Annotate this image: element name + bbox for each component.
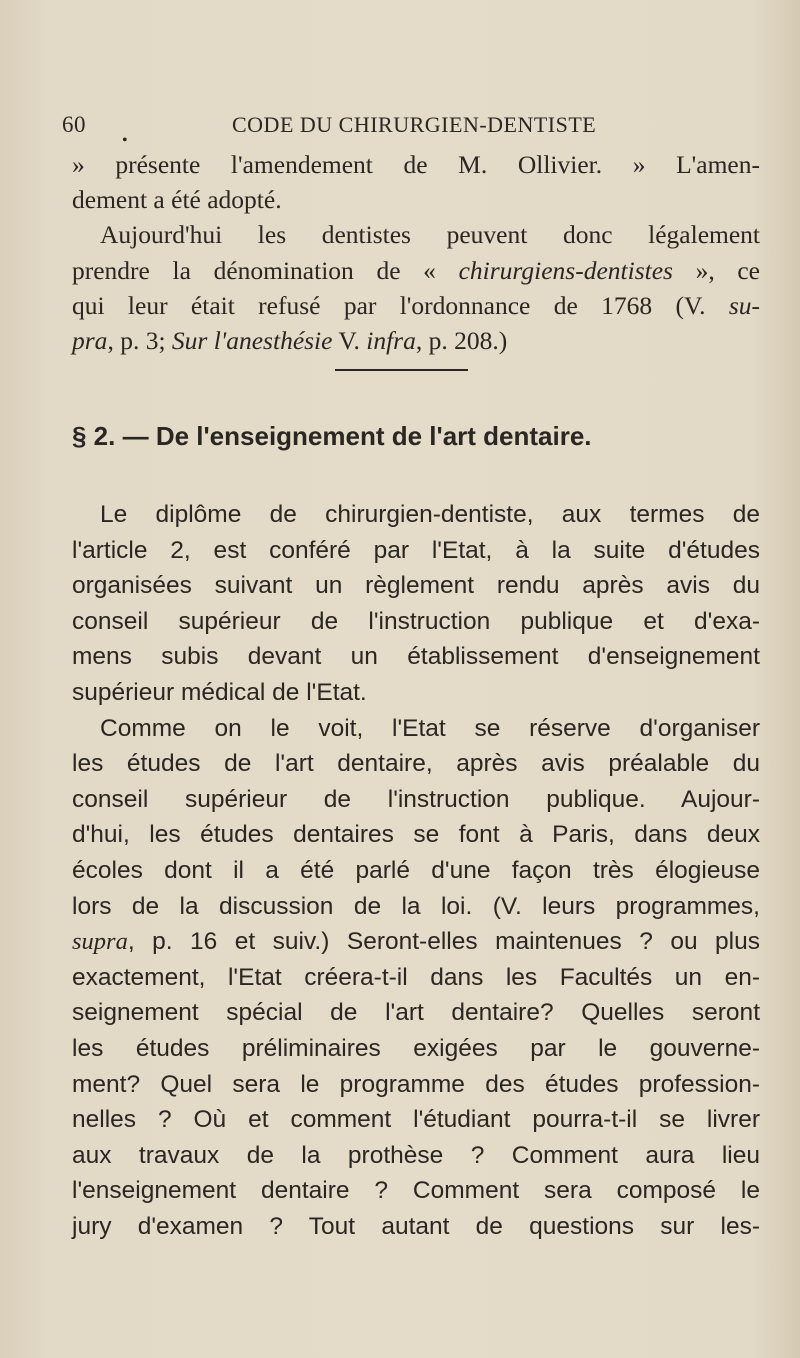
running-title: CODE DU CHIRURGIEN-DENTISTE [232,112,597,137]
text-line: pra, p. 3; Sur l'anesthésie V. infra, p. 208.) [72,326,508,356]
italic-term: infra [366,326,416,356]
text-line: l'enseignement dentaire ? Comment sera composé le [72,1177,760,1205]
italic-term: su- [728,290,760,320]
text-line: organisées suivant un règlement rendu après avis du [72,572,760,600]
text-line: les études de l'art dentaire, après avis préalable du [72,750,760,778]
text-line: seignement spécial de l'art dentaire? Quelles seront [72,999,760,1027]
text-line: mens subis devant un établissement d'enseignement [72,643,760,671]
page-number: 60 [62,112,86,137]
text-line: Le diplôme de chirurgien-dentiste, aux termes de [100,501,760,528]
text-line: exactement, l'Etat créera-t-il dans les Facultés un en- [72,963,760,991]
text-line: d'hui, les études dentaires se font à Paris, dans deux [72,821,760,849]
text-line: supra, p. 16 et suiv.) Seront-elles maintenues ? ou plus [72,928,760,956]
section-divider [335,369,468,371]
italic-term: pra [72,326,108,356]
italic-term: supra [72,928,128,956]
text-line: aux travaux de la prothèse ? Comment aura lieu [72,1141,760,1169]
ink-dot: • [122,132,129,149]
text-line: les études préliminaires exigées par le gouverne- [72,1034,760,1062]
text-line: conseil supérieur de l'instruction publique et d'exa- [72,607,760,635]
text-line: supérieur médical de l'Etat. [72,678,367,706]
text-line: jury d'examen ? Tout autant de questions sur les- [72,1212,760,1240]
text-line: l'article 2, est conféré par l'Etat, à la suite d'études [72,536,760,564]
text-line: conseil supérieur de l'instruction publique. Aujour- [72,785,760,813]
text-line: Aujourd'hui les dentistes peuvent donc légalement [100,220,760,250]
text-line: écoles dont il a été parlé d'une façon très élogieuse [72,856,760,884]
paragraph-amendment [72,147,760,358]
text-line: nelles ? Où et comment l'étudiant pourra-t-il se livrer [72,1106,760,1134]
text-line: Comme on le voit, l'Etat se réserve d'organiser [100,714,760,742]
italic-term: chirurgiens-dentistes [458,255,673,285]
text-line: » présente l'amendement de M. Ollivier. » L'amen- [72,150,760,179]
text-line: ment? Quel sera le programme des études profession- [72,1070,760,1098]
italic-term: Sur l'anesthésie [171,326,333,356]
text-line: dement a été adopté. [72,185,282,215]
text-line: lors de la discussion de la loi. (V. leurs programmes, [72,892,760,920]
text-line: prendre la dénomination de « chirurgiens-dentistes », ce [72,255,760,285]
paragraph-teaching [72,497,760,1244]
text-line: qui leur était refusé par l'ordonnance de 1768 (V. su- [72,290,760,320]
section-heading: § 2. — De l'enseignement de l'art dentaire. [72,421,592,451]
page-header [62,112,750,149]
